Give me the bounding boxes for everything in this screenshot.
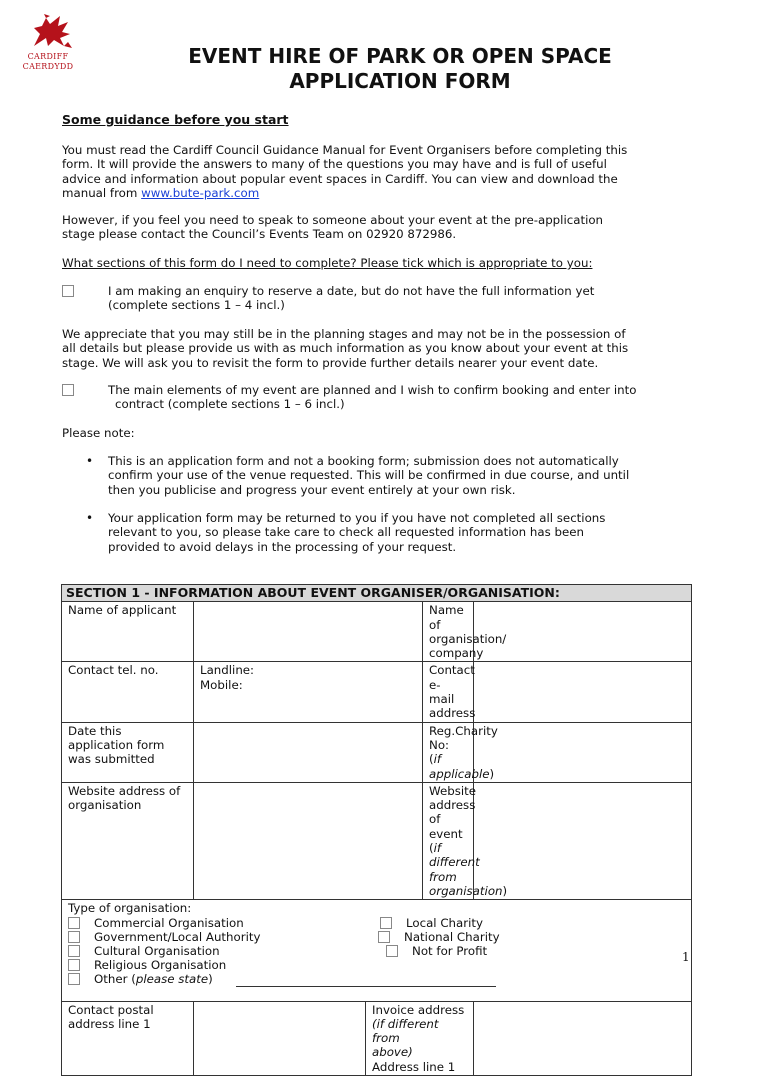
guidance-paragraph-2: However, if you feel you need to speak to someone about your event at the pre-application stage please contact the Council’s Events Team on 02920 872986. xyxy=(62,213,604,242)
government-checkbox[interactable] xyxy=(68,931,80,943)
postal-address-label: Contact postal address line 1 xyxy=(62,1001,194,1075)
contact-tel-field[interactable] xyxy=(194,662,423,722)
name-of-org-field[interactable] xyxy=(474,602,692,662)
contact-email-field[interactable] xyxy=(474,662,692,722)
invoice-address-label: Invoice address (if different from above) Address line 1 xyxy=(366,1001,474,1075)
website-org-field[interactable] xyxy=(194,782,423,899)
please-note-label: Please note: xyxy=(62,426,135,440)
reg-charity-label: Reg.Charity No: (if applicable) xyxy=(423,722,474,782)
confirm-booking-checkbox[interactable] xyxy=(62,384,74,396)
commercial-org-checkbox[interactable] xyxy=(68,917,80,929)
confirm-booking-option-text: The main elements of my event are planned and I wish to confirm booking and enter into contract (complete sections 1 – 6 incl.) xyxy=(108,383,637,412)
guidance-paragraph-3: We appreciate that you may still be in the planning stages and may not be in the possession of all details but please provide us with as much information as you know about your event at this stage. We will ask you to revisit the form to provide further details nearer your event date. xyxy=(62,327,629,370)
bullet-icon: • xyxy=(86,454,94,468)
national-charity-checkbox[interactable] xyxy=(378,931,390,943)
website-org-label: Website address of organisation xyxy=(62,782,194,899)
enquiry-option-text: I am making an enquiry to reserve a date, but do not have the full information yet (complete sections 1 – 4 incl.) xyxy=(108,284,595,313)
date-submitted-field[interactable] xyxy=(194,722,423,782)
other-org-label: Other (please state) xyxy=(94,971,213,986)
logo-text-welsh: CAERDYDD xyxy=(22,62,74,71)
page-number: 1 xyxy=(682,950,690,964)
landline-label: Landline: xyxy=(200,663,255,678)
cultural-org-checkbox[interactable] xyxy=(68,945,80,957)
bullet-2-text: Your application form may be returned to you if you have not completed all sections relevant to you, so please take care to check all requested information has been provided to avoid delays in the processing of your request. xyxy=(108,511,606,554)
other-org-line[interactable] xyxy=(236,986,496,987)
contact-tel-label: Contact tel. no. xyxy=(62,662,194,722)
name-of-org-label: Name of organisation/ company xyxy=(423,602,474,662)
contact-email-label: Contact e- mail address xyxy=(423,662,474,722)
postal-address-field[interactable] xyxy=(194,1001,366,1075)
name-of-applicant-label: Name of applicant xyxy=(62,602,194,662)
invoice-address-field[interactable] xyxy=(474,1001,692,1075)
type-of-organisation-cell: Type of organisation: Commercial Organisation Government/Local Authority Cultural Organisation Religious Organisation Other (please state) Local Charity National Charity Not for Profit xyxy=(62,900,692,1001)
not-for-profit-checkbox[interactable] xyxy=(386,945,398,957)
enquiry-checkbox[interactable] xyxy=(62,285,74,297)
bullet-1-text: This is an application form and not a booking form; submission does not automatically confirm your use of the venue requested. This will be confirmed in due course, and until then you publicise and progress your event entirely at your own risk. xyxy=(108,454,630,497)
guidance-heading: Some guidance before you start xyxy=(62,112,289,127)
section-1-table xyxy=(61,584,692,1076)
bute-park-link[interactable]: www.bute-park.com xyxy=(141,185,260,200)
local-charity-checkbox[interactable] xyxy=(380,917,392,929)
type-of-organisation-label: Type of organisation: xyxy=(68,901,192,916)
religious-org-checkbox[interactable] xyxy=(68,959,80,971)
bullet-icon: • xyxy=(86,511,94,525)
logo-text-english: CARDIFF xyxy=(27,52,69,61)
page-title: EVENT HIRE OF PARK OR OPEN SPACE APPLICATION FORM xyxy=(188,44,612,93)
sections-question: What sections of this form do I need to complete? Please tick which is appropriate to you: xyxy=(62,256,593,270)
welsh-dragon-icon xyxy=(20,12,76,50)
website-event-field[interactable] xyxy=(474,782,692,899)
name-of-applicant-field[interactable] xyxy=(194,602,423,662)
cardiff-logo xyxy=(20,12,76,72)
date-submitted-label: Date this application form was submitted xyxy=(62,722,194,782)
other-org-checkbox[interactable] xyxy=(68,973,80,985)
section-1-heading: SECTION 1 - INFORMATION ABOUT EVENT ORGANISER/ORGANISATION: xyxy=(62,585,692,602)
mobile-label: Mobile: xyxy=(200,677,243,692)
website-event-label: Website address of event (if different from organisation) xyxy=(423,782,474,899)
reg-charity-field[interactable] xyxy=(474,722,692,782)
guidance-paragraph-1: You must read the Cardiff Council Guidance Manual for Event Organisers before completing this form. It will provide the answers to many of the questions you may have and is full of useful advice and information about popular event spaces in Cardiff. You can view and download the manual from www.bute-park.com xyxy=(62,143,628,200)
